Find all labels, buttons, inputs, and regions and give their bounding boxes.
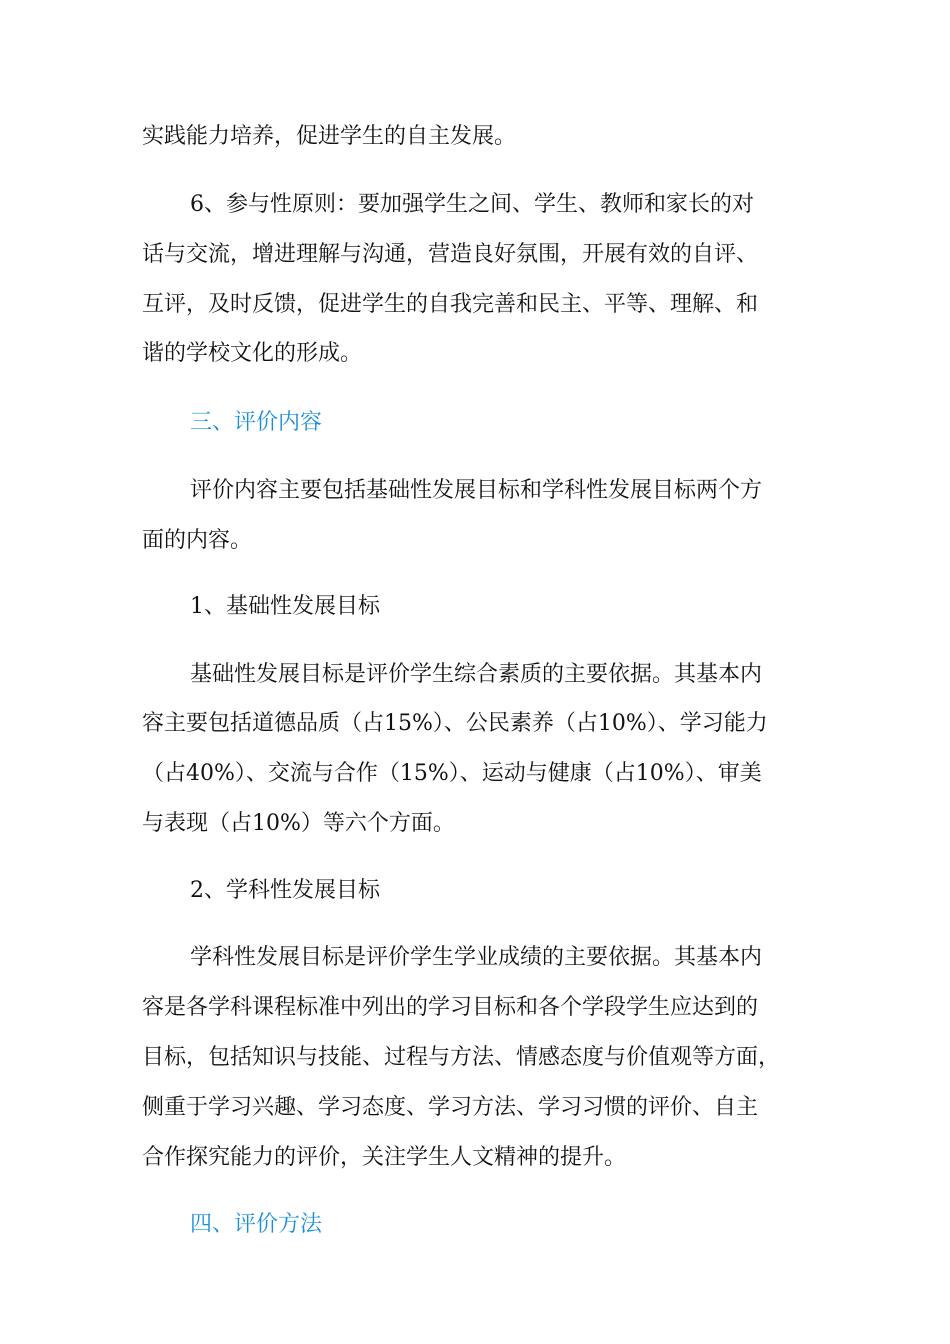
paragraph-line: 面的内容。: [142, 528, 253, 553]
paragraph-line: 与表现（占10%）等六个方面。: [142, 811, 455, 836]
paragraph-line: 目标，包括知识与技能、过程与方法、情感态度与价值观等方面，: [142, 1045, 781, 1070]
subheading-line: 2、学科性发展目标: [190, 878, 380, 903]
paragraph-line: 谐的学校文化的形成。: [142, 341, 363, 366]
paragraph-line: 基础性发展目标是评价学生综合素质的主要依据。其基本内: [190, 662, 763, 687]
paragraph-line: 实践能力培养，促进学生的自主发展。: [142, 124, 517, 149]
paragraph-line: 互评，及时反馈，促进学生的自我完善和民主、平等、理解、和: [142, 292, 759, 317]
paragraph-line: 评价内容主要包括基础性发展目标和学科性发展目标两个方: [190, 478, 763, 503]
paragraph-line: 侧重于学习兴趣、学习态度、学习方法、学习习惯的评价、自主: [142, 1095, 759, 1120]
subheading-line: 1、基础性发展目标: [190, 594, 380, 619]
section-heading: 三、评价内容: [190, 410, 323, 435]
paragraph-line: （占40%）、交流与合作（15%）、运动与健康（占10%）、审美: [142, 761, 762, 786]
section-heading: 四、评价方法: [190, 1212, 323, 1237]
paragraph-line: 学科性发展目标是评价学生学业成绩的主要依据。其基本内: [190, 945, 763, 970]
paragraph-line: 容主要包括道德品质（占15%）、公民素养（占10%）、学习能力: [142, 711, 768, 736]
paragraph-line: 话与交流，增进理解与沟通，营造良好氛围，开展有效的自评、: [142, 242, 759, 267]
paragraph-line: 合作探究能力的评价，关注学生人文精神的提升。: [142, 1145, 627, 1170]
paragraph-line: 6、参与性原则：要加强学生之间、学生、教师和家长的对: [190, 192, 754, 217]
paragraph-line: 容是各学科课程标准中列出的学习目标和各个学段学生应达到的: [142, 995, 759, 1020]
